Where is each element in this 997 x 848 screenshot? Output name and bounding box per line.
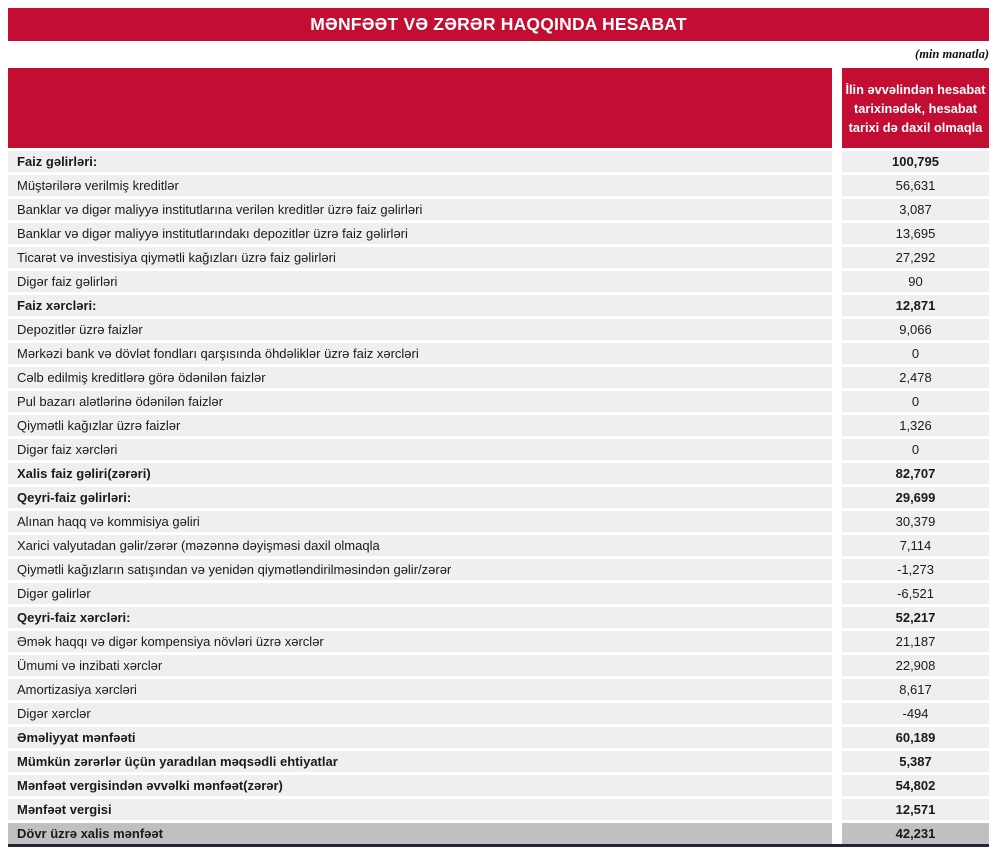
row-value: 60,189 xyxy=(842,727,989,748)
row-label: Digər faiz xərcləri xyxy=(8,439,832,460)
header-value-cell: İlin əvvəlindən hesabat tarixinədək, hesabat tarixi də daxil olmaqla xyxy=(842,68,989,148)
row-label: Banklar və digər maliyyə institutlarına verilən kreditlər üzrə faiz gəlirləri xyxy=(8,199,832,220)
row-value: 0 xyxy=(842,343,989,364)
row-label: Əmək haqqı və digər kompensiya növləri üzrə xərclər xyxy=(8,631,832,652)
row-value: 9,066 xyxy=(842,319,989,340)
row-value: 3,087 xyxy=(842,199,989,220)
row-value: 100,795 xyxy=(842,151,989,172)
row-label: Əməliyyat mənfəəti xyxy=(8,727,832,748)
row-label: Digər gəlirlər xyxy=(8,583,832,604)
row-value: -6,521 xyxy=(842,583,989,604)
row-value: 42,231 xyxy=(842,823,989,844)
row-label: Mümkün zərərlər üçün yaradılan məqsədli ehtiyatlar xyxy=(8,751,832,772)
row-value: 82,707 xyxy=(842,463,989,484)
row-label: Mərkəzi bank və dövlət fondları qarşısında öhdəliklər üzrə faiz xərcləri xyxy=(8,343,832,364)
row-label: Alınan haqq və kommisiya gəliri xyxy=(8,511,832,532)
row-value: 12,871 xyxy=(842,295,989,316)
row-value: 12,571 xyxy=(842,799,989,820)
row-label: Xalis faiz gəliri(zərəri) xyxy=(8,463,832,484)
row-value: 27,292 xyxy=(842,247,989,268)
row-value: 56,631 xyxy=(842,175,989,196)
row-value: 0 xyxy=(842,391,989,412)
row-value: 21,187 xyxy=(842,631,989,652)
row-label: Qeyri-faiz xərcləri: xyxy=(8,607,832,628)
row-value: 0 xyxy=(842,439,989,460)
row-label: Faiz gəlirləri: xyxy=(8,151,832,172)
report-title: MƏNFƏƏT VƏ ZƏRƏR HAQQINDA HESABAT xyxy=(310,14,687,34)
row-label: Depozitlər üzrə faizlər xyxy=(8,319,832,340)
row-value: 22,908 xyxy=(842,655,989,676)
row-label: Banklar və digər maliyyə institutlarındakı depozitlər üzrə faiz gəlirləri xyxy=(8,223,832,244)
row-label: Müştərilərə verilmiş kreditlər xyxy=(8,175,832,196)
unit-note: (min manatla) xyxy=(915,47,989,61)
row-value: 2,478 xyxy=(842,367,989,388)
row-label: Qeyri-faiz gəlirləri: xyxy=(8,487,832,508)
row-value: 90 xyxy=(842,271,989,292)
row-value: -494 xyxy=(842,703,989,724)
row-label: Ticarət və investisiya qiymətli kağızları üzrə faiz gəlirləri xyxy=(8,247,832,268)
row-label: Dövr üzrə xalis mənfəət xyxy=(8,823,832,844)
row-value: 5,387 xyxy=(842,751,989,772)
row-value: 8,617 xyxy=(842,679,989,700)
row-label: Faiz xərcləri: xyxy=(8,295,832,316)
row-value: 13,695 xyxy=(842,223,989,244)
row-label: Pul bazarı alətlərinə ödənilən faizlər xyxy=(8,391,832,412)
row-label: Amortizasiya xərcləri xyxy=(8,679,832,700)
row-value: 52,217 xyxy=(842,607,989,628)
row-value: 1,326 xyxy=(842,415,989,436)
row-value: 30,379 xyxy=(842,511,989,532)
report-page xyxy=(8,8,989,847)
statement-table xyxy=(8,68,989,844)
report-title-bar xyxy=(8,8,989,41)
row-label: Ümumi və inzibati xərclər xyxy=(8,655,832,676)
row-label: Xarici valyutadan gəlir/zərər (məzənnə dəyişməsi daxil olmaqla xyxy=(8,535,832,556)
row-label: Digər xərclər xyxy=(8,703,832,724)
row-label: Mənfəət vergisi xyxy=(8,799,832,820)
row-label: Mənfəət vergisindən əvvəlki mənfəət(zərər) xyxy=(8,775,832,796)
row-label: Qiymətli kağızların satışından və yenidən qiymətləndirilməsindən gəlir/zərər xyxy=(8,559,832,580)
row-label: Cəlb edilmiş kreditlərə görə ödənilən faizlər xyxy=(8,367,832,388)
row-label: Qiymətli kağızlar üzrə faizlər xyxy=(8,415,832,436)
row-value: 29,699 xyxy=(842,487,989,508)
row-value: 7,114 xyxy=(842,535,989,556)
header-label-cell xyxy=(8,68,832,148)
row-label: Digər faiz gəlirləri xyxy=(8,271,832,292)
row-value: -1,273 xyxy=(842,559,989,580)
row-value: 54,802 xyxy=(842,775,989,796)
table-bottom-rule xyxy=(8,844,989,847)
